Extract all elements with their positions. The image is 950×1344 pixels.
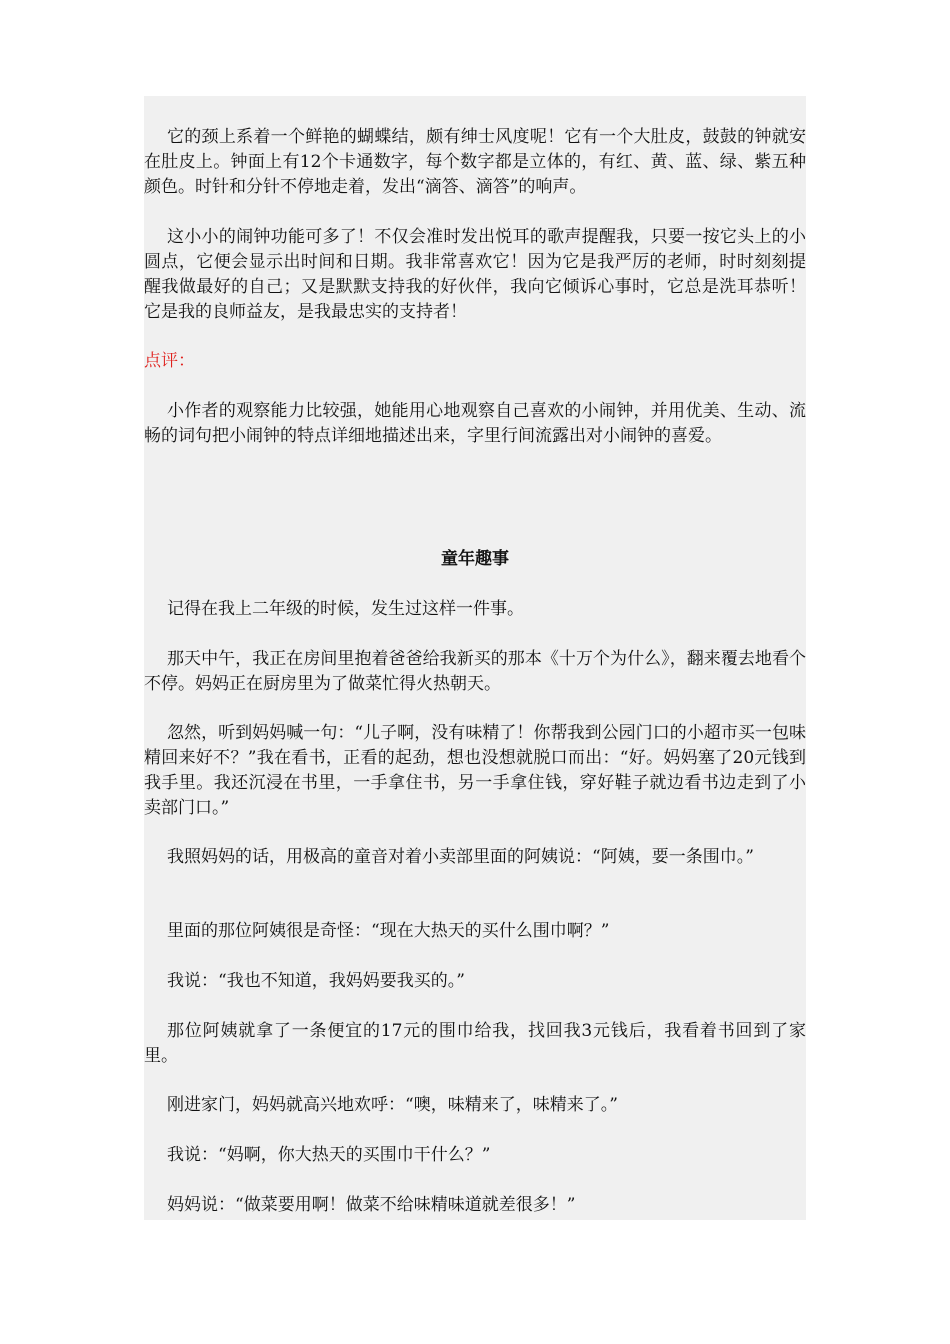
paragraph: 那天中午，我正在房间里抱着爸爸给我新买的那本《十万个为什么》，翻来覆去地看个不停。妈妈正在厨房里为了做菜忙得火热朝天。 xyxy=(144,649,806,694)
essay2-paragraph-10 xyxy=(144,1193,806,1218)
paragraph: 小作者的观察能力比较强，她能用心地观察自己喜欢的小闹钟，并用优美、生动、流畅的词句把小闹钟的特点详细地描述出来，字里行间流露出对小闹钟的喜爱。 xyxy=(144,401,806,446)
essay2-paragraph-1 xyxy=(144,597,806,622)
comment-label xyxy=(144,349,806,374)
comment-label-text: 点评： xyxy=(144,351,195,371)
essay2-paragraph-3 xyxy=(144,721,806,821)
essay2-paragraph-4 xyxy=(144,845,806,870)
content-panel xyxy=(144,96,806,1220)
paragraph: 我照妈妈的话，用极高的童音对着小卖部里面的阿姨说：“阿姨，要一条围巾。” xyxy=(167,847,754,867)
essay2-paragraph-6 xyxy=(144,969,806,994)
paragraph: 这小小的闹钟功能可多了！不仅会准时发出悦耳的歌声提醒我，只要一按它头上的小圆点，它便会显示出时间和日期。我非常喜欢它！因为它是我严厉的老师，时时刻刻提醒我做最好的自己；又是默默支持我的好伙伴，我向它倾诉心事时，它总是洗耳恭听！它是我的良师益友，是我最忠实的支持者！ xyxy=(144,227,806,322)
paragraph: 妈妈说：“做菜要用啊！做菜不给味精味道就差很多！” xyxy=(167,1195,576,1215)
comment-paragraph xyxy=(144,399,806,449)
essay2-paragraph-2 xyxy=(144,647,806,697)
paragraph: 我说：“我也不知道，我妈妈要我买的。” xyxy=(167,971,465,991)
paragraph: 它的颈上系着一个鲜艳的蝴蝶结，颇有绅士风度呢！它有一个大肚皮，鼓鼓的钟就安在肚皮上。钟面上有12个卡通数字，每个数字都是立体的，有红、黄、蓝、绿、紫五种颜色。时针和分针不停地走着，发出“滴答、滴答”的响声。 xyxy=(144,127,806,197)
page-title: 童年趣事 xyxy=(441,549,509,569)
paragraph: 里面的那位阿姨很是奇怪：“现在大热天的买什么围巾啊？” xyxy=(167,921,610,941)
paragraph: 刚进家门，妈妈就高兴地欢呼：“噢，味精来了，味精来了。” xyxy=(167,1095,618,1115)
paragraph: 记得在我上二年级的时候，发生过这样一件事。 xyxy=(167,599,524,619)
essay2-paragraph-7 xyxy=(144,1019,806,1069)
essay2-paragraph-5 xyxy=(144,919,806,944)
essay2-paragraph-9 xyxy=(144,1143,806,1168)
paragraph: 忽然，听到妈妈喊一句：“儿子啊，没有味精了！你帮我到公园门口的小超市买一包味精回来好不？”我在看书，正看的起劲，想也没想就脱口而出：“好。妈妈塞了20元钱到我手里。我还沉浸在书里，一手拿住书，另一手拿住钱，穿好鞋子就边看书边走到了小卖部门口。” xyxy=(144,723,806,818)
essay2-paragraph-8 xyxy=(144,1093,806,1118)
essay1-paragraph-1 xyxy=(144,125,806,200)
essay2-title xyxy=(144,547,806,572)
paragraph: 那位阿姨就拿了一条便宜的17元的围巾给我，找回我3元钱后，我看着书回到了家里。 xyxy=(144,1021,806,1066)
essay1-paragraph-2 xyxy=(144,225,806,325)
paragraph: 我说：“妈啊，你大热天的买围巾干什么？” xyxy=(167,1145,491,1165)
